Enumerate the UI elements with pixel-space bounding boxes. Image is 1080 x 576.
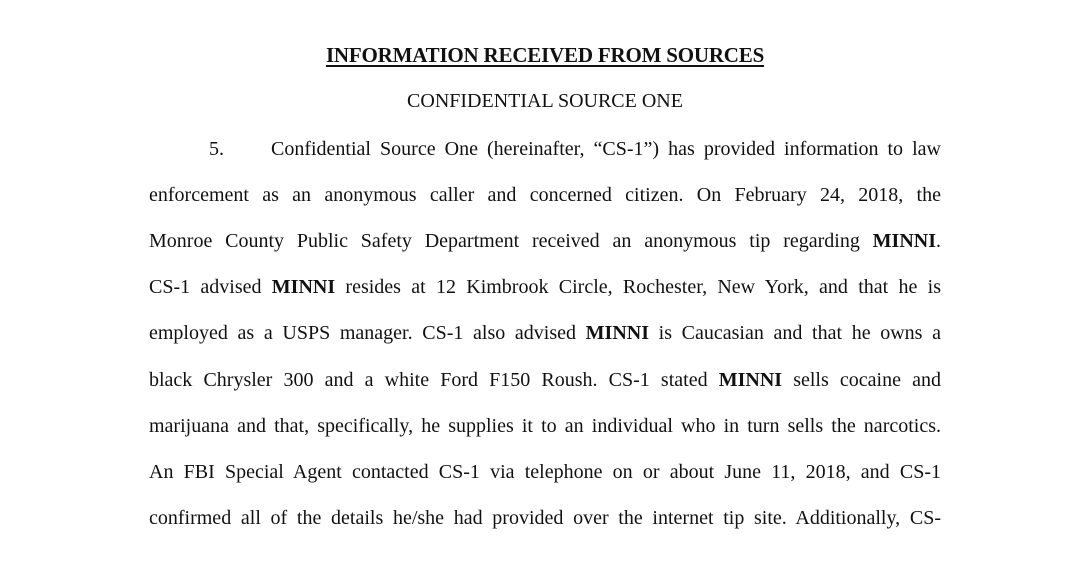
subject-name: MINNI — [585, 322, 650, 344]
paragraph-line-5 — [149, 321, 941, 345]
line-text: resides at 12 Kimbrook Circle, Rochester, New York, and that he is — [335, 276, 942, 298]
subject-name: MINNI — [718, 369, 783, 391]
subject-name: MINNI — [872, 230, 936, 252]
line-text: CS-1 advised — [149, 276, 272, 298]
line-text: . — [936, 230, 941, 252]
section-subheading: CONFIDENTIAL SOURCE ONE — [407, 90, 683, 112]
subject-name: MINNI — [271, 276, 336, 298]
paragraph-line-6 — [149, 368, 941, 392]
paragraph-line-1: Confidential Source One (hereinafter, “CS-1”) has provided information to law — [271, 138, 941, 160]
section-heading: INFORMATION RECEIVED FROM SOURCES — [325, 43, 765, 67]
paragraph-line-4 — [149, 275, 941, 299]
line-text: Monroe County Public Safety Department received an anonymous tip regarding — [149, 230, 873, 252]
paragraph-number: 5. — [209, 138, 224, 160]
line-text: is Caucasian and that he owns a — [649, 322, 941, 344]
line-text: black Chrysler 300 and a white Ford F150 Roush. CS-1 stated — [149, 369, 719, 391]
paragraph-line-9: confirmed all of the details he/she had provided over the internet tip site. Additionally, CS- — [149, 507, 941, 529]
paragraph-line-7: marijuana and that, specifically, he supplies it to an individual who in turn sells the narcotics. — [149, 415, 941, 437]
paragraph-line-2: enforcement as an anonymous caller and concerned citizen. On February 24, 2018, the — [149, 184, 941, 206]
paragraph-line-3 — [149, 229, 941, 253]
paragraph-line-8: An FBI Special Agent contacted CS-1 via telephone on or about June 11, 2018, and CS-1 — [149, 461, 941, 483]
line-text: sells cocaine and — [782, 369, 941, 391]
line-text: employed as a USPS manager. CS-1 also advised — [149, 322, 586, 344]
